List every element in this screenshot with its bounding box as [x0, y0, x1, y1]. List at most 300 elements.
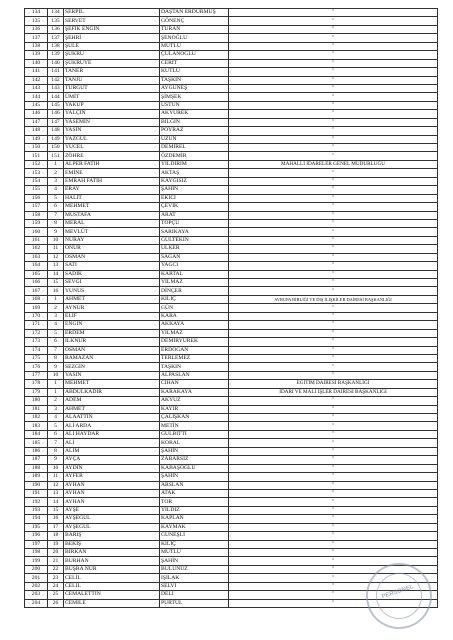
row-number-cell: 197	[25, 540, 48, 548]
last-name-cell: KUTLU	[160, 68, 229, 76]
department-cell: "	[229, 186, 438, 194]
department-cell: "	[229, 304, 438, 312]
department-cell: "	[229, 489, 438, 497]
table-row	[25, 110, 438, 118]
first-name-cell: OSMAN	[64, 346, 160, 354]
row-number-cell: 155	[25, 186, 48, 194]
first-name-cell: ELİF	[64, 312, 160, 320]
row-number-cell: 186	[25, 447, 48, 455]
table-row	[25, 557, 438, 565]
first-name-cell: AYŞE	[64, 506, 160, 514]
department-cell: "	[229, 354, 438, 362]
last-name-cell: ÜSTÜN	[160, 101, 229, 109]
department-cell: "	[229, 177, 438, 185]
department-cell: "	[229, 194, 438, 202]
department-cell: "	[229, 253, 438, 261]
first-name-cell: SATI	[64, 262, 160, 270]
last-name-cell: TAŞKIN	[160, 363, 229, 371]
row-number-cell: 165	[25, 270, 48, 278]
first-name-cell: MERAL	[64, 219, 160, 227]
first-name-cell: NURAY	[64, 236, 160, 244]
table-row	[25, 304, 438, 312]
row-number-cell: 169	[25, 304, 48, 312]
department-cell: "	[229, 76, 438, 84]
first-name-cell: CEMİLE	[64, 599, 160, 607]
last-name-cell: ARAT	[160, 211, 229, 219]
last-name-cell: ŞAHİN	[160, 473, 229, 481]
first-name-cell: TANER	[64, 68, 160, 76]
department-cell: "	[229, 321, 438, 329]
table-row	[25, 388, 438, 396]
department-cell: "	[229, 59, 438, 67]
unit-order-cell: 150	[48, 144, 64, 152]
table-row	[25, 262, 438, 270]
first-name-cell: ÜMİT	[64, 93, 160, 101]
last-name-cell: KARA	[160, 312, 229, 320]
department-cell: "	[229, 371, 438, 379]
last-name-cell: DEMİREL	[160, 144, 229, 152]
unit-order-cell: 3	[48, 312, 64, 320]
unit-order-cell: 137	[48, 34, 64, 42]
row-number-cell: 175	[25, 354, 48, 362]
row-number-cell: 191	[25, 489, 48, 497]
first-name-cell: CELİL	[64, 574, 160, 582]
row-number-cell: 162	[25, 245, 48, 253]
last-name-cell: KILIÇ	[160, 540, 229, 548]
unit-order-cell: 6	[48, 430, 64, 438]
row-number-cell: 198	[25, 549, 48, 557]
table-row	[25, 211, 438, 219]
last-name-cell: ŞAHİN	[160, 557, 229, 565]
department-cell: "	[229, 591, 438, 599]
last-name-cell: ŞENOĞLU	[160, 34, 229, 42]
unit-order-cell: 24	[48, 582, 64, 590]
department-cell: "	[229, 422, 438, 430]
last-name-cell: BULUNUZ	[160, 565, 229, 573]
last-name-cell: ŞİMŞEK	[160, 93, 229, 101]
unit-order-cell: 6	[48, 203, 64, 211]
unit-order-cell: 17	[48, 523, 64, 531]
department-cell: "	[229, 557, 438, 565]
first-name-cell: ALİ HAYDAR	[64, 430, 160, 438]
table-row	[25, 42, 438, 50]
table-row	[25, 135, 438, 143]
last-name-cell: ERDOĞAN	[160, 346, 229, 354]
table-row	[25, 203, 438, 211]
department-cell: "	[229, 498, 438, 506]
department-cell: "	[229, 346, 438, 354]
table-row	[25, 68, 438, 76]
row-number-cell: 168	[25, 295, 48, 303]
table-row	[25, 186, 438, 194]
unit-order-cell: 2	[48, 304, 64, 312]
table-row	[25, 422, 438, 430]
unit-order-cell: 134	[48, 9, 64, 17]
row-number-cell: 182	[25, 414, 48, 422]
unit-order-cell: 9	[48, 363, 64, 371]
table-row	[25, 127, 438, 135]
row-number-cell: 142	[25, 76, 48, 84]
last-name-cell: GÜLTEKİN	[160, 236, 229, 244]
row-number-cell: 146	[25, 110, 48, 118]
table-row	[25, 101, 438, 109]
unit-order-cell: 6	[48, 338, 64, 346]
table-row	[25, 270, 438, 278]
first-name-cell: ALİM	[64, 447, 160, 455]
table-row	[25, 329, 438, 337]
department-cell: "	[229, 110, 438, 118]
department-cell: "	[229, 127, 438, 135]
last-name-cell: TOPÇU	[160, 219, 229, 227]
unit-order-cell: 141	[48, 68, 64, 76]
row-number-cell: 145	[25, 101, 48, 109]
last-name-cell: TAŞKIN	[160, 76, 229, 84]
department-cell: "	[229, 397, 438, 405]
row-number-cell: 137	[25, 34, 48, 42]
row-number-cell: 166	[25, 279, 48, 287]
first-name-cell: OSMAN	[64, 253, 160, 261]
row-number-cell: 184	[25, 430, 48, 438]
table-row	[25, 279, 438, 287]
first-name-cell: TANJU	[64, 76, 160, 84]
unit-order-cell: 147	[48, 118, 64, 126]
unit-order-cell: 2	[48, 169, 64, 177]
unit-order-cell: 12	[48, 481, 64, 489]
first-name-cell: SEZGİN	[64, 363, 160, 371]
row-number-cell: 151	[25, 152, 48, 160]
table-row	[25, 236, 438, 244]
unit-order-cell: 2	[48, 397, 64, 405]
unit-order-cell: 1	[48, 380, 64, 388]
last-name-cell: GÜN	[160, 304, 229, 312]
department-cell: "	[229, 42, 438, 50]
department-cell: "	[229, 236, 438, 244]
row-number-cell: 143	[25, 84, 48, 92]
last-name-cell: ZABARSIZ	[160, 456, 229, 464]
department-cell: "	[229, 540, 438, 548]
department-cell: "	[229, 34, 438, 42]
last-name-cell: AKTAŞ	[160, 169, 229, 177]
last-name-cell: DEMİRYÜREK	[160, 338, 229, 346]
row-number-cell: 189	[25, 473, 48, 481]
first-name-cell: ŞEFİK ENGİN	[64, 25, 160, 33]
department-cell: "	[229, 506, 438, 514]
last-name-cell: SARIKAYA	[160, 228, 229, 236]
department-cell: "	[229, 515, 438, 523]
unit-order-cell: 7	[48, 346, 64, 354]
department-cell: İDARİ VE MALİ İŞLER DAİRESİ BAŞKANLIĞI	[229, 388, 438, 396]
last-name-cell: AKKAYA	[160, 321, 229, 329]
first-name-cell: CELİL	[64, 582, 160, 590]
unit-order-cell: 136	[48, 25, 64, 33]
last-name-cell: DELİ	[160, 591, 229, 599]
unit-order-cell: 4	[48, 186, 64, 194]
unit-order-cell: 5	[48, 329, 64, 337]
first-name-cell: ALİ ARDA	[64, 422, 160, 430]
last-name-cell: ŞAHİN	[160, 186, 229, 194]
table-row	[25, 523, 438, 531]
table-row	[25, 540, 438, 548]
last-name-cell: SELVİ	[160, 582, 229, 590]
first-name-cell: ENGİN	[64, 321, 160, 329]
row-number-cell: 180	[25, 397, 48, 405]
first-name-cell: AYDIN	[64, 464, 160, 472]
unit-order-cell: 13	[48, 489, 64, 497]
row-number-cell: 170	[25, 312, 48, 320]
department-cell: "	[229, 9, 438, 17]
last-name-cell: KABAŞOĞLU	[160, 464, 229, 472]
department-cell: "	[229, 473, 438, 481]
table-row	[25, 228, 438, 236]
first-name-cell: İLKNUR	[64, 338, 160, 346]
table-row	[25, 354, 438, 362]
row-number-cell: 201	[25, 574, 48, 582]
unit-order-cell: 140	[48, 59, 64, 67]
unit-order-cell: 142	[48, 76, 64, 84]
department-cell: "	[229, 93, 438, 101]
department-cell: "	[229, 228, 438, 236]
first-name-cell: ŞÜKRÜYE	[64, 59, 160, 67]
row-number-cell: 195	[25, 523, 48, 531]
table-row	[25, 549, 438, 557]
unit-order-cell: 1	[48, 388, 64, 396]
unit-order-cell: 4	[48, 321, 64, 329]
first-name-cell: TURGUT	[64, 84, 160, 92]
row-number-cell: 172	[25, 329, 48, 337]
first-name-cell: RAMAZAN	[64, 354, 160, 362]
table-row	[25, 219, 438, 227]
department-cell: "	[229, 430, 438, 438]
table-row	[25, 481, 438, 489]
table-row	[25, 118, 438, 126]
first-name-cell: ŞULE	[64, 42, 160, 50]
unit-order-cell: 26	[48, 599, 64, 607]
unit-order-cell: 4	[48, 414, 64, 422]
department-cell: "	[229, 338, 438, 346]
first-name-cell: ŞÜKRÜ	[64, 51, 160, 59]
table-row	[25, 93, 438, 101]
table-row	[25, 506, 438, 514]
unit-order-cell: 19	[48, 540, 64, 548]
department-cell: "	[229, 17, 438, 25]
table-row	[25, 338, 438, 346]
department-cell: "	[229, 84, 438, 92]
table-row	[25, 498, 438, 506]
department-cell: "	[229, 219, 438, 227]
last-name-cell: CİHAN	[160, 380, 229, 388]
row-number-cell: 190	[25, 481, 48, 489]
last-name-cell: ÜLKER	[160, 245, 229, 253]
last-name-cell: KAYGISIZ	[160, 177, 229, 185]
department-cell: "	[229, 203, 438, 211]
table-row	[25, 245, 438, 253]
department-cell: "	[229, 405, 438, 413]
row-number-cell: 174	[25, 346, 48, 354]
unit-order-cell: 143	[48, 84, 64, 92]
unit-order-cell: 12	[48, 253, 64, 261]
row-number-cell: 194	[25, 515, 48, 523]
department-cell: "	[229, 574, 438, 582]
last-name-cell: AKYÜZ	[160, 397, 229, 405]
department-cell: AVRUPA BİRLİĞİ VE DIŞ İLİŞKİLER DAİRESİ BAŞKANLIĞI	[229, 295, 438, 303]
unit-order-cell: 20	[48, 549, 64, 557]
department-cell: "	[229, 135, 438, 143]
last-name-cell: MUTLU	[160, 42, 229, 50]
row-number-cell: 144	[25, 93, 48, 101]
department-cell: "	[229, 152, 438, 160]
department-cell: "	[229, 599, 438, 607]
department-cell: "	[229, 169, 438, 177]
row-number-cell: 173	[25, 338, 48, 346]
first-name-cell: ŞEHRİ	[64, 34, 160, 42]
first-name-cell: ONUR	[64, 245, 160, 253]
row-number-cell: 158	[25, 211, 48, 219]
row-number-cell: 188	[25, 464, 48, 472]
last-name-cell: YILMAZ	[160, 279, 229, 287]
row-number-cell: 187	[25, 456, 48, 464]
table-row	[25, 160, 438, 168]
unit-order-cell: 23	[48, 574, 64, 582]
last-name-cell: KORAL	[160, 439, 229, 447]
table-row	[25, 9, 438, 17]
department-cell: "	[229, 582, 438, 590]
first-name-cell: AYFER	[64, 473, 160, 481]
department-cell: "	[229, 439, 438, 447]
first-name-cell: YASİN	[64, 371, 160, 379]
last-name-cell: POYRAZ	[160, 127, 229, 135]
unit-order-cell: 1	[48, 160, 64, 168]
department-cell: "	[229, 279, 438, 287]
department-cell: "	[229, 329, 438, 337]
unit-order-cell: 5	[48, 194, 64, 202]
row-number-cell: 167	[25, 287, 48, 295]
department-cell: "	[229, 549, 438, 557]
unit-order-cell: 11	[48, 245, 64, 253]
first-name-cell: ALPER FATİH	[64, 160, 160, 168]
department-cell: MAHALLİ İDARELER GENEL MÜDÜRLÜĞÜ	[229, 160, 438, 168]
unit-order-cell: 9	[48, 228, 64, 236]
unit-order-cell: 13	[48, 262, 64, 270]
first-name-cell: YASİN	[64, 127, 160, 135]
first-name-cell: BURHAN	[64, 557, 160, 565]
table-row	[25, 177, 438, 185]
table-row	[25, 439, 438, 447]
first-name-cell: BİRKAN	[64, 549, 160, 557]
unit-order-cell: 144	[48, 93, 64, 101]
first-name-cell: AYŞEGÜL	[64, 515, 160, 523]
first-name-cell: AYHAN	[64, 498, 160, 506]
last-name-cell: ALPASLAN	[160, 371, 229, 379]
last-name-cell: KAYMAK	[160, 523, 229, 531]
first-name-cell: AYNUR	[64, 304, 160, 312]
first-name-cell: SERVET	[64, 17, 160, 25]
first-name-cell: YASEMİN	[64, 118, 160, 126]
unit-order-cell: 7	[48, 211, 64, 219]
unit-order-cell: 22	[48, 565, 64, 573]
row-number-cell: 171	[25, 321, 48, 329]
table-row	[25, 321, 438, 329]
unit-order-cell: 14	[48, 270, 64, 278]
last-name-cell: BİLGİN	[160, 118, 229, 126]
row-number-cell: 152	[25, 160, 48, 168]
last-name-cell: SAĞAN	[160, 253, 229, 261]
unit-order-cell: 18	[48, 532, 64, 540]
last-name-cell: GÜLBİTTİ	[160, 430, 229, 438]
row-number-cell: 204	[25, 599, 48, 607]
first-name-cell: EMRAH FATİH	[64, 177, 160, 185]
unit-order-cell: 21	[48, 557, 64, 565]
department-cell: "	[229, 270, 438, 278]
table-row	[25, 76, 438, 84]
first-name-cell: ADEM	[64, 397, 160, 405]
table-row	[25, 253, 438, 261]
unit-order-cell: 16	[48, 515, 64, 523]
table-row	[25, 25, 438, 33]
table-row	[25, 169, 438, 177]
last-name-cell: DİNÇER	[160, 287, 229, 295]
row-number-cell: 154	[25, 177, 48, 185]
unit-order-cell: 139	[48, 51, 64, 59]
table-row	[25, 346, 438, 354]
department-cell: "	[229, 68, 438, 76]
stamp-text: PERSONEL	[381, 584, 415, 601]
table-row	[25, 430, 438, 438]
first-name-cell: AYŞEGÜL	[64, 523, 160, 531]
last-name-cell: CERİT	[160, 59, 229, 67]
row-number-cell: 138	[25, 42, 48, 50]
table-row	[25, 59, 438, 67]
last-name-cell: TERLEMEZ	[160, 354, 229, 362]
table-row	[25, 473, 438, 481]
row-number-cell: 136	[25, 25, 48, 33]
last-name-cell: EKİCİ	[160, 194, 229, 202]
first-name-cell: AYHAN	[64, 481, 160, 489]
row-number-cell: 163	[25, 253, 48, 261]
first-name-cell: ALİ	[64, 439, 160, 447]
unit-order-cell: 25	[48, 591, 64, 599]
table-row	[25, 405, 438, 413]
first-name-cell: EMİNE	[64, 169, 160, 177]
table-row	[25, 532, 438, 540]
personnel-table	[24, 8, 438, 608]
unit-order-cell: 1	[48, 295, 64, 303]
table-row	[25, 295, 438, 303]
row-number-cell: 202	[25, 582, 48, 590]
row-number-cell: 159	[25, 219, 48, 227]
first-name-cell: HALİT	[64, 194, 160, 202]
table-row	[25, 84, 438, 92]
unit-order-cell: 16	[48, 287, 64, 295]
department-cell: "	[229, 363, 438, 371]
row-number-cell: 193	[25, 506, 48, 514]
row-number-cell: 183	[25, 422, 48, 430]
row-number-cell: 185	[25, 439, 48, 447]
row-number-cell: 181	[25, 405, 48, 413]
department-cell: "	[229, 211, 438, 219]
row-number-cell: 157	[25, 203, 48, 211]
last-name-cell: IŞILAK	[160, 574, 229, 582]
unit-order-cell: 3	[48, 405, 64, 413]
table-row	[25, 51, 438, 59]
first-name-cell: ERDEM	[64, 329, 160, 337]
row-number-cell: 135	[25, 17, 48, 25]
first-name-cell: AHMET	[64, 295, 160, 303]
row-number-cell: 153	[25, 169, 48, 177]
unit-order-cell: 10	[48, 236, 64, 244]
last-name-cell: KILIÇ	[160, 295, 229, 303]
department-cell: "	[229, 456, 438, 464]
row-number-cell: 150	[25, 144, 48, 152]
